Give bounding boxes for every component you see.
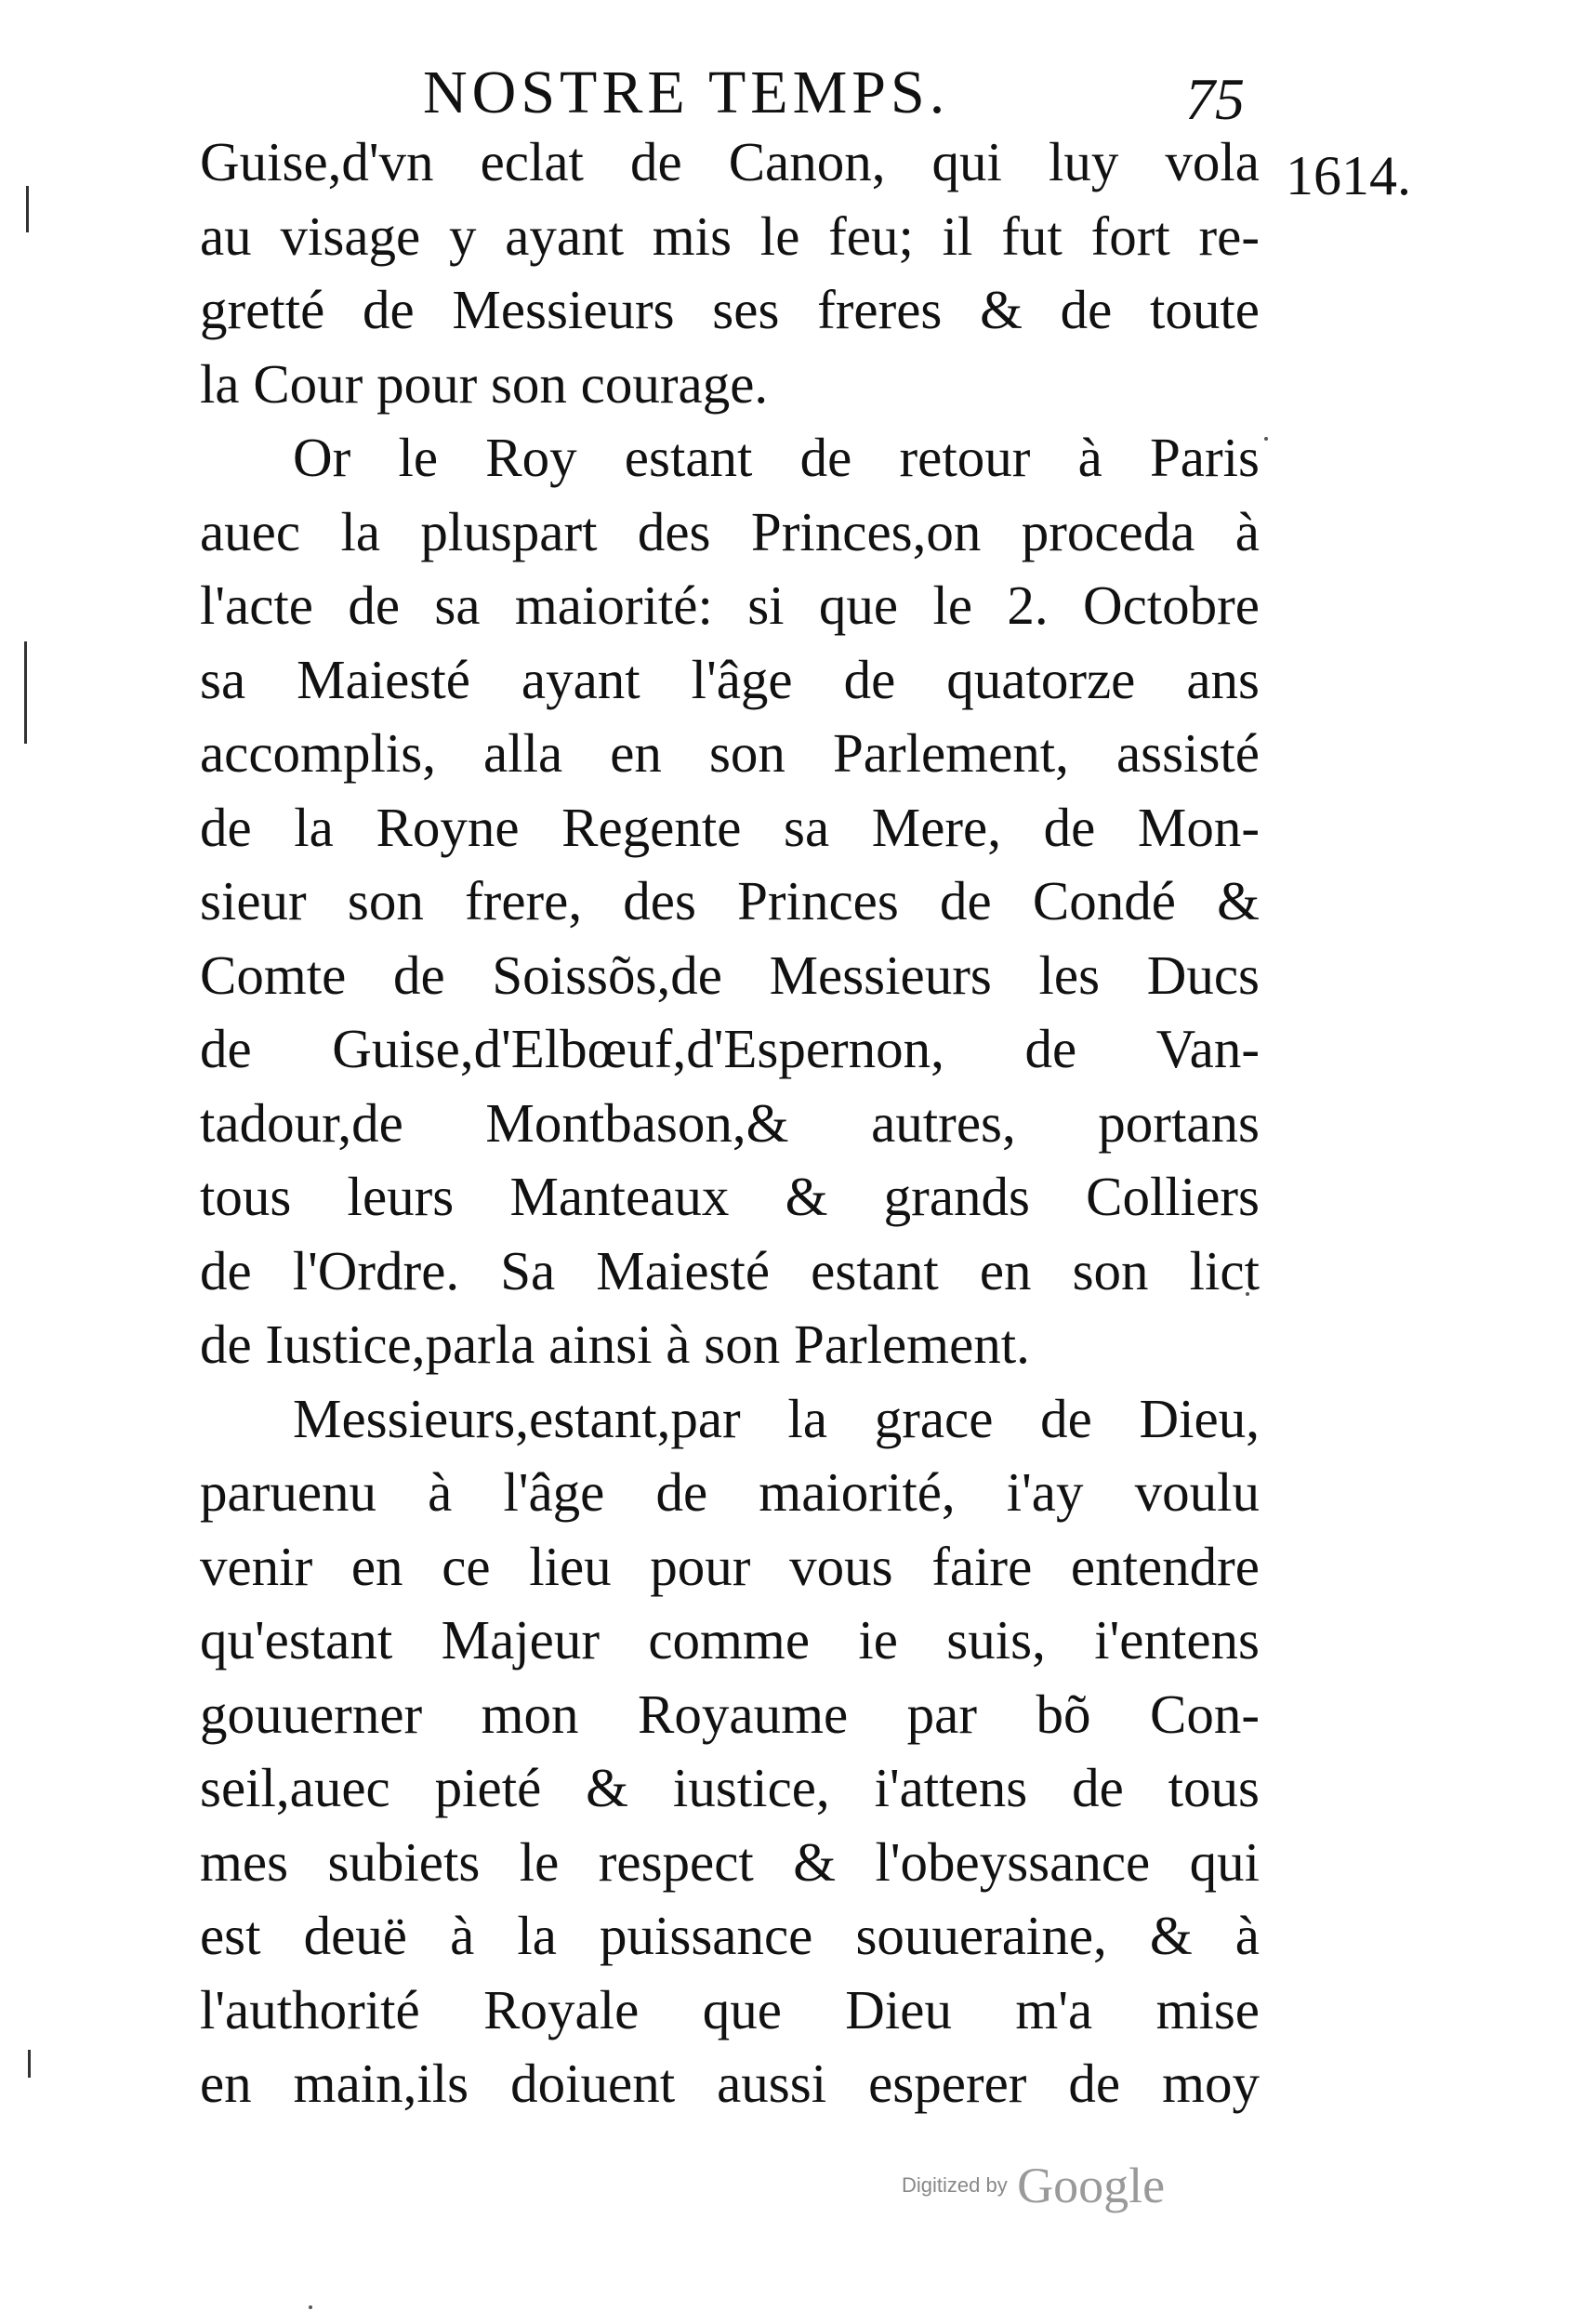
text-line: Guise,d'vn eclat de Canon, qui luy vola	[200, 131, 1260, 192]
text-line: en main,ils doiuent aussi esperer de moy	[200, 2053, 1260, 2114]
running-head: NOSTRE TEMPS.	[423, 59, 950, 126]
text-line: qu'estant Majeur comme ie suis, i'entens	[200, 1609, 1260, 1670]
text-line: gretté de Messieurs ses freres & de toute	[200, 279, 1260, 340]
text-line: tadour,de Montbason,& autres, portans	[200, 1091, 1260, 1154]
paragraph-first-line: Messieurs,estant,par la grace de Dieu,	[293, 1387, 1260, 1449]
text-line: paruenu à l'âge de maiorité, i'ay voulu	[200, 1461, 1260, 1523]
text-line: gouuerner mon Royaume par bõ Con-	[200, 1683, 1260, 1745]
text-line: tous leurs Manteaux & grands Colliers	[200, 1166, 1260, 1227]
text-line: venir en ce lieu pour vous faire entendre	[200, 1535, 1260, 1597]
text-line: de Guise,d'Elbœuf,d'Espernon, de Van-	[200, 1018, 1260, 1079]
text-line: au visage y ayant mis le feu; il fut fort re-	[200, 205, 1260, 267]
text-line: mes subiets le respect & l'obeyssance qui	[200, 1830, 1260, 1893]
text-line: accomplis, alla en son Parlement, assisté	[200, 722, 1260, 784]
digitized-watermark	[902, 2157, 1165, 2214]
text-line: seil,auec pieté & iustice, i'attens de tous	[200, 1757, 1260, 1818]
text-line: sieur son frere, des Princes de Condé &	[200, 870, 1260, 931]
text-line: est deuë à la puissance souueraine, & à	[200, 1905, 1260, 1966]
text-line: sa Maiesté ayant l'âge de quatorze ans	[200, 648, 1260, 710]
text-line: l'authorité Royale que Dieu m'a mise	[200, 1978, 1260, 2040]
scan-margin-mark	[26, 186, 29, 232]
scan-speck	[309, 2305, 312, 2309]
text-line: la Cour pour son courage.	[200, 352, 769, 415]
paragraph-first-line: Or le Roy estant de retour à Paris	[293, 427, 1260, 488]
text-line: de l'Ordre. Sa Maiesté estant en son lict	[200, 1239, 1260, 1301]
text-line: auec la pluspart des Princes,on proceda à	[200, 500, 1260, 562]
scan-speck	[1264, 437, 1268, 441]
text-line: de la Royne Regente sa Mere, de Mon-	[200, 796, 1260, 858]
google-logo: Google	[1017, 2158, 1166, 2213]
text-line: de Iustice,parla ainsi à son Parlement.	[200, 1314, 1030, 1375]
scan-margin-mark	[24, 641, 27, 744]
page-number: 75	[1185, 66, 1245, 132]
scan-margin-mark	[28, 2050, 31, 2078]
margin-year-note: 1614.	[1286, 145, 1411, 206]
digitized-by-label: Digitized by	[902, 2173, 1008, 2197]
text-line: l'acte de sa maiorité: si que le 2. Octobre	[200, 574, 1260, 636]
body-text	[200, 125, 1260, 2121]
text-line: Comte de Soissõs,de Messieurs les Ducs	[200, 944, 1260, 1006]
